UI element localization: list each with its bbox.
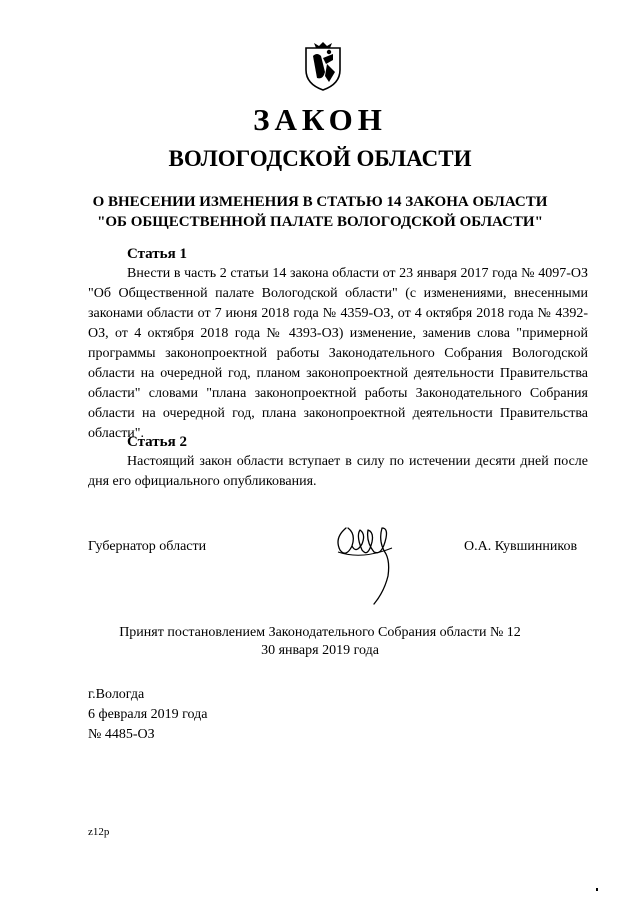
region-title: ВОЛОГОДСКОЙ ОБЛАСТИ: [168, 146, 472, 171]
article-1-heading: Статья 1: [127, 246, 187, 262]
adoption-line-2: 30 января 2019 года: [261, 643, 379, 658]
law-subject: [0, 192, 640, 232]
law-number: № 4485-ОЗ: [88, 727, 155, 742]
article-2-text: Настоящий закон области вступает в силу по истечении десяти дней после дня его официального опубликования.: [88, 454, 588, 489]
signing-date: 6 февраля 2019 года: [88, 707, 208, 722]
adoption-line-1: Принят постановлением Законодательного Собрания области № 12: [119, 625, 521, 640]
document-code: z12p: [88, 826, 110, 838]
adoption-note: [0, 624, 640, 660]
subject-line-2: "ОБ ОБЩЕСТВЕННОЙ ПАЛАТЕ ВОЛОГОДСКОЙ ОБЛАСТИ": [97, 214, 543, 230]
city: г.Вологда: [88, 687, 145, 702]
handwritten-signature: [332, 516, 402, 606]
law-title: ЗАКОН: [253, 102, 387, 137]
signatory-position: Губернатор области: [88, 539, 207, 554]
article-1-text: Внести в часть 2 статьи 14 закона области от 23 января 2017 года № 4097-ОЗ "Об Общественной палате Вологодской области" (с изменениями, внесенными законами области от 7 июня 2018 года № 4359-ОЗ, от 4 октября 2018 года № 4392-ОЗ, от 4 октября 2018 года № 4393-ОЗ) изменение, заменив слова "примерной программы законопроектной работы Законодательного Собрания Вологодской области на очередной год, планом законопроектной деятельности Правительства области" словами "плана законопроектной работы Законодательного Собрания области на очередной год, плана законопроектной деятельности Правительства области".: [88, 266, 588, 441]
page-mark: [596, 888, 598, 891]
article-2-heading: Статья 2: [127, 434, 187, 450]
signatory-name: О.А. Кувшинников: [464, 539, 578, 554]
subject-line-1: О ВНЕСЕНИИ ИЗМЕНЕНИЯ В СТАТЬЮ 14 ЗАКОНА ОБЛАСТИ: [92, 194, 548, 210]
coat-of-arms-icon: [303, 42, 343, 92]
place-and-date: [88, 685, 208, 745]
